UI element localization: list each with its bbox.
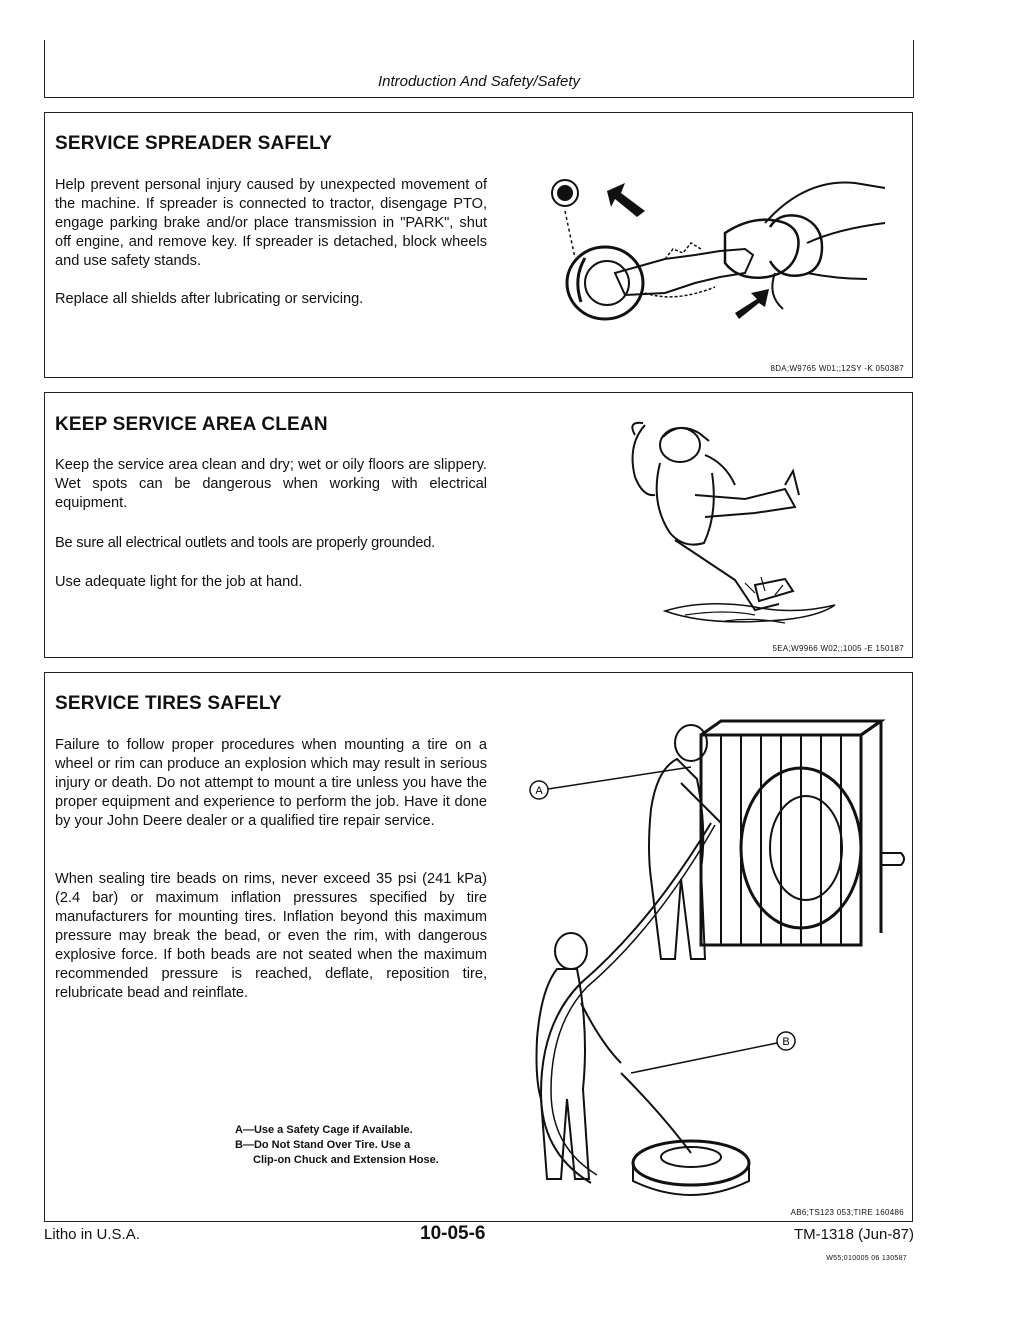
- caption-b: B—Do Not Stand Over Tire. Use a: [235, 1139, 411, 1151]
- section-title: KEEP SERVICE AREA CLEAN: [55, 414, 328, 435]
- paragraph: Replace all shields after lubricating or servicing.: [55, 291, 364, 307]
- section-service-tires-safely: [44, 672, 913, 1222]
- section-title: SERVICE SPREADER SAFELY: [55, 133, 333, 154]
- caption-a: A—Use a Safety Cage if Available.: [235, 1124, 413, 1136]
- footer-printer-note: Litho in U.S.A.: [44, 1226, 140, 1243]
- paragraph: Be sure all electrical outlets and tools are properly grounded.: [55, 535, 436, 551]
- footer-reference-code: W55;010005 06 130587: [826, 1255, 907, 1262]
- section-title: SERVICE TIRES SAFELY: [55, 693, 282, 714]
- paragraph: When sealing tire beads on rims, never exceed 35 psi (241 kPa) (2.4 bar) or maximum inflation pressures specified by tire manufacturers for mounting tires. Inflation beyond this maximum pressure may break the bead, or even the rim, with dangerous explosive force. If both beads are not seated when the maximum recommended pressure is reached, deflate, reposition tire, relubricate bead and reinflate.: [55, 871, 487, 1001]
- paragraph: Failure to follow proper procedures when mounting a tire on a wheel or rim can produce an explosion which may result in serious injury or death. Do not attempt to mount a tire unless you have the proper equipment and experience to perform the job. Have it done by your John Deere dealer or a qualified tire repair service.: [55, 737, 487, 829]
- callout-a-label: A: [535, 785, 543, 797]
- callout-b-label: B: [782, 1036, 790, 1048]
- header-title: Introduction And Safety/Safety: [377, 73, 581, 90]
- paragraph: Help prevent personal injury caused by unexpected movement of the machine. If spreader is connected to tractor, disengage PTO, engage parking brake and/or place transmission in "PARK", shut off engine, and remove key. If spreader is detached, block wheels and use safety stands.: [55, 177, 487, 269]
- image-reference-code: 8DA;W9765 W01;;12SY -K 050387: [770, 364, 904, 373]
- section-keep-service-area-clean: [44, 392, 913, 658]
- caption-b-continued: Clip-on Chuck and Extension Hose.: [253, 1154, 439, 1166]
- manual-number: TM-1318 (Jun-87): [793, 1226, 914, 1243]
- figure-caption: [235, 1123, 439, 1168]
- image-reference-code: 5EA;W9966 W02;;1005 -E 150187: [772, 644, 904, 653]
- image-reference-code: AB6;TS123 053;TIRE 160486: [790, 1208, 904, 1217]
- paragraph: Use adequate light for the job at hand.: [55, 574, 303, 590]
- header-underline: [44, 97, 914, 98]
- tire-safety-cage-icon: [501, 683, 901, 1203]
- paragraph: Keep the service area clean and dry; wet or oily floors are slippery. Wet spots can be dangerous when working with electrical equipment.: [55, 457, 487, 511]
- person-slipping-icon: [605, 415, 845, 635]
- section-service-spreader: [44, 112, 913, 378]
- hand-removing-key-icon: [545, 163, 885, 333]
- page-number: 10-05-6: [420, 1223, 486, 1244]
